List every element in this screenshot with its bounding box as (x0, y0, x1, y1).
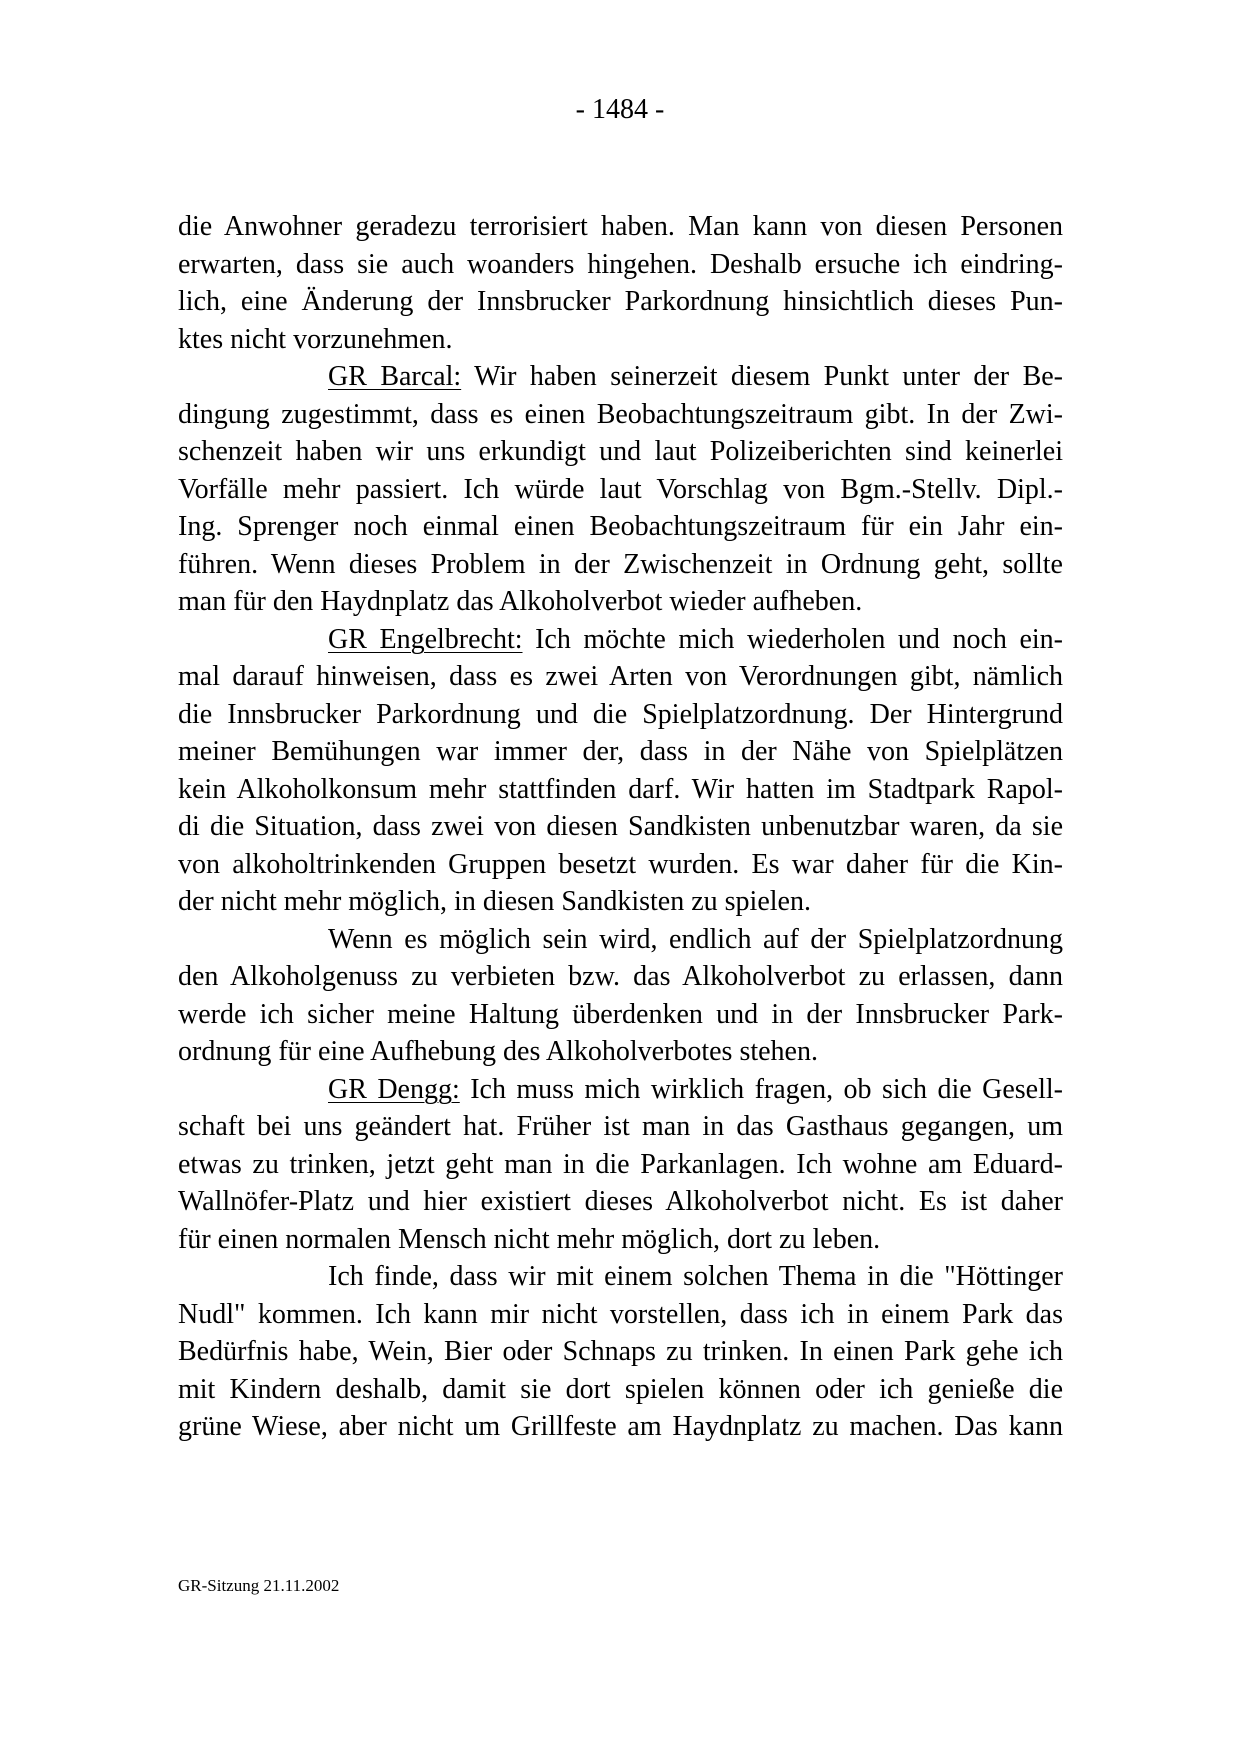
text-line: Vorfälle mehr passiert. Ich würde laut Vorschlag von Bgm.-Stellv. Dipl.- (178, 473, 1063, 505)
speaker-name: GR Dengg: (328, 1073, 460, 1105)
text-line: di die Situation, dass zwei von diesen Sandkisten unbenutzbar waren, da sie (178, 811, 1063, 842)
text-line: lich, eine Änderung der Innsbrucker Parkordnung hinsichtlich dieses Pun- (178, 286, 1063, 317)
speech-text: Ich möchte mich wiederholen und noch ein- (522, 623, 1063, 655)
speech-text: Ich muss mich wirklich fragen, ob sich die Gesell- (459, 1073, 1063, 1105)
page-number: - 1484 - (575, 94, 665, 125)
text-line: für einen normalen Mensch nicht mehr möglich, dort zu leben. (178, 1223, 881, 1255)
text-line: etwas zu trinken, jetzt geht man in die Parkanlagen. Ich wohne am Eduard- (178, 1148, 1063, 1180)
text-line: erwarten, dass sie auch woanders hingehen. Deshalb ersuche ich eindring- (178, 248, 1063, 280)
text-line: der nicht mehr möglich, in diesen Sandkisten zu spielen. (178, 886, 811, 917)
footer: GR-Sitzung 21.11.2002 (178, 1576, 340, 1595)
speaker-name: GR Engelbrecht: (328, 623, 523, 655)
text-line: Ich finde, dass wir mit einem solchen Thema in die "Höttinger (328, 1261, 1063, 1292)
text-line: von alkoholtrinkenden Gruppen besetzt wurden. Es war daher für die Kin- (178, 848, 1063, 880)
text-line: führen. Wenn dieses Problem in der Zwischenzeit in Ordnung geht, sollte (178, 548, 1063, 580)
text-line: meiner Bemühungen war immer der, dass in der Nähe von Spielplätzen (178, 736, 1063, 767)
text-line: Wallnöfer-Platz und hier existiert dieses Alkoholverbot nicht. Es ist daher (178, 1186, 1063, 1217)
text-line: ktes nicht vorzunehmen. (178, 323, 453, 355)
text-line: die Innsbrucker Parkordnung und die Spielplatzordnung. Der Hintergrund (178, 698, 1063, 730)
body-text (178, 208, 1063, 1446)
text-line: werde ich sicher meine Haltung überdenken und in der Innsbrucker Park- (178, 998, 1063, 1030)
text-line (178, 1071, 1063, 1109)
text-line: den Alkoholgenuss zu verbieten bzw. das Alkoholverbot zu erlassen, dann (178, 961, 1063, 992)
text-line: grüne Wiese, aber nicht um Grillfeste am Haydnplatz zu machen. Das kann (178, 1411, 1063, 1442)
text-line: Bedürfnis habe, Wein, Bier oder Schnaps zu trinken. In einen Park gehe ich (178, 1336, 1063, 1367)
text-line (178, 621, 1063, 659)
text-line: die Anwohner geradezu terrorisiert haben. Man kann von diesen Personen (178, 211, 1063, 242)
text-line: kein Alkoholkonsum mehr stattfinden darf. Wir hatten im Stadtpark Rapol- (178, 773, 1063, 805)
text-line: schaft bei uns geändert hat. Früher ist man in das Gasthaus gegangen, um (178, 1111, 1063, 1142)
text-line: mal darauf hinweisen, dass es zwei Arten von Verordnungen gibt, nämlich (178, 661, 1063, 692)
text-line: schenzeit haben wir uns erkundigt und laut Polizeiberichten sind keinerlei (178, 436, 1063, 467)
text-line: dingung zugestimmt, dass es einen Beobachtungszeitraum gibt. In der Zwi- (178, 398, 1063, 430)
text-line: mit Kindern deshalb, damit sie dort spielen können oder ich genieße die (178, 1373, 1063, 1405)
text-line: man für den Haydnplatz das Alkoholverbot wieder aufheben. (178, 586, 863, 617)
text-line: Nudl" kommen. Ich kann mir nicht vorstellen, dass ich in einem Park das (178, 1298, 1063, 1330)
speech-text: Wir haben seinerzeit diesem Punkt unter der Be- (461, 361, 1063, 392)
speaker-name: GR Barcal: (328, 361, 462, 392)
text-line: Wenn es möglich sein wird, endlich auf der Spielplatzordnung (328, 923, 1063, 955)
text-line: ordnung für eine Aufhebung des Alkoholverbotes stehen. (178, 1036, 818, 1067)
text-line (178, 358, 1063, 396)
text-line: Ing. Sprenger noch einmal einen Beobachtungszeitraum für ein Jahr ein- (178, 511, 1063, 542)
